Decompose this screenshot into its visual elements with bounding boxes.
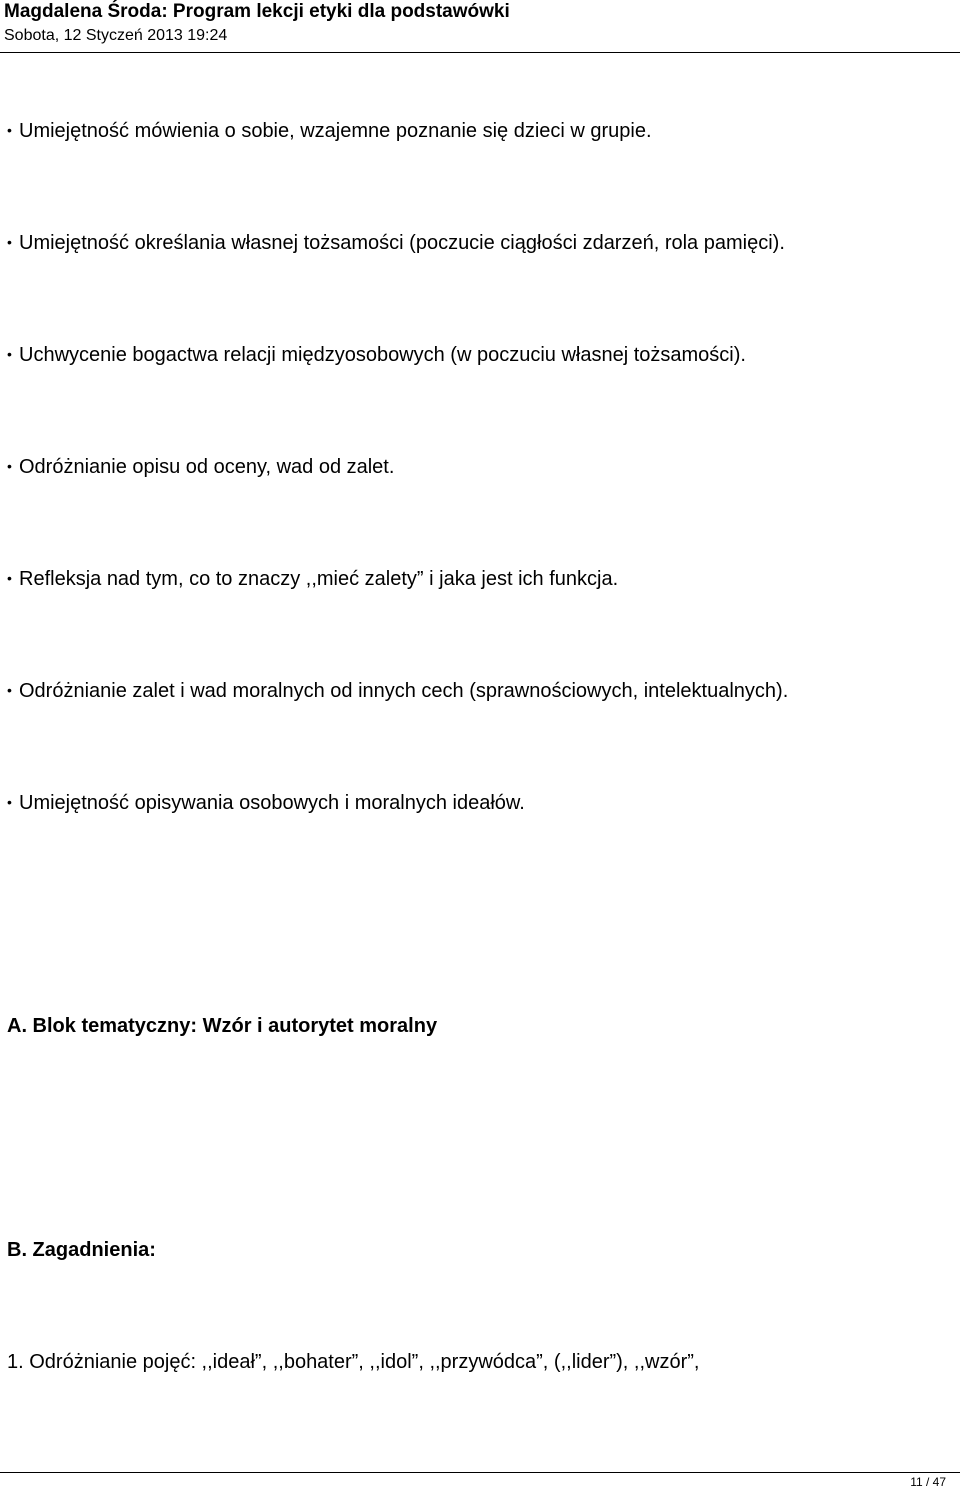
page-number: 11 / 47 (910, 1475, 946, 1489)
list-item (7, 454, 394, 479)
bullet-icon: • (7, 234, 12, 250)
list-item-text: Odróżnianie opisu od oceny, wad od zalet. (19, 456, 395, 478)
numbered-item: 1. Odróżnianie pojęć: ,,ideał”, ,,bohater”, ,,idol”, ,,przywódca”, (,,lider”), ,,wzór”, (7, 1351, 700, 1373)
list-item (7, 678, 788, 703)
section-heading-block: A. Blok tematyczny: Wzór i autorytet moralny (7, 1015, 438, 1037)
list-item (7, 230, 785, 255)
footer-divider (0, 1472, 960, 1473)
bullet-icon: • (7, 682, 12, 698)
document-date: Sobota, 12 Styczeń 2013 19:24 (4, 27, 228, 44)
document-title: Magdalena Środa: Program lekcji etyki dla podstawówki (4, 1, 510, 22)
list-item-text: Odróżnianie zalet i wad moralnych od innych cech (sprawnościowych, intelektualnych). (19, 680, 789, 702)
list-item (7, 118, 652, 143)
list-item (7, 566, 618, 591)
bullet-icon: • (7, 794, 12, 810)
bullet-icon: • (7, 346, 12, 362)
header-divider (0, 52, 960, 53)
list-item (7, 790, 525, 815)
list-item (7, 342, 746, 367)
bullet-icon: • (7, 122, 12, 138)
list-item-text: Refleksja nad tym, co to znaczy ,,mieć zalety” i jaka jest ich funkcja. (19, 568, 619, 590)
list-item-text: Umiejętność mówienia o sobie, wzajemne poznanie się dzieci w grupie. (19, 120, 652, 142)
list-item-text: Umiejętność określania własnej tożsamości (poczucie ciągłości zdarzeń, rola pamięci). (19, 232, 785, 254)
section-heading-issues: B. Zagadnienia: (7, 1239, 156, 1261)
bullet-icon: • (7, 570, 12, 586)
list-item-text: Uchwycenie bogactwa relacji międzyosobowych (w poczuciu własnej tożsamości). (19, 344, 746, 366)
list-item-text: Umiejętność opisywania osobowych i moralnych ideałów. (19, 792, 525, 814)
bullet-icon: • (7, 458, 12, 474)
